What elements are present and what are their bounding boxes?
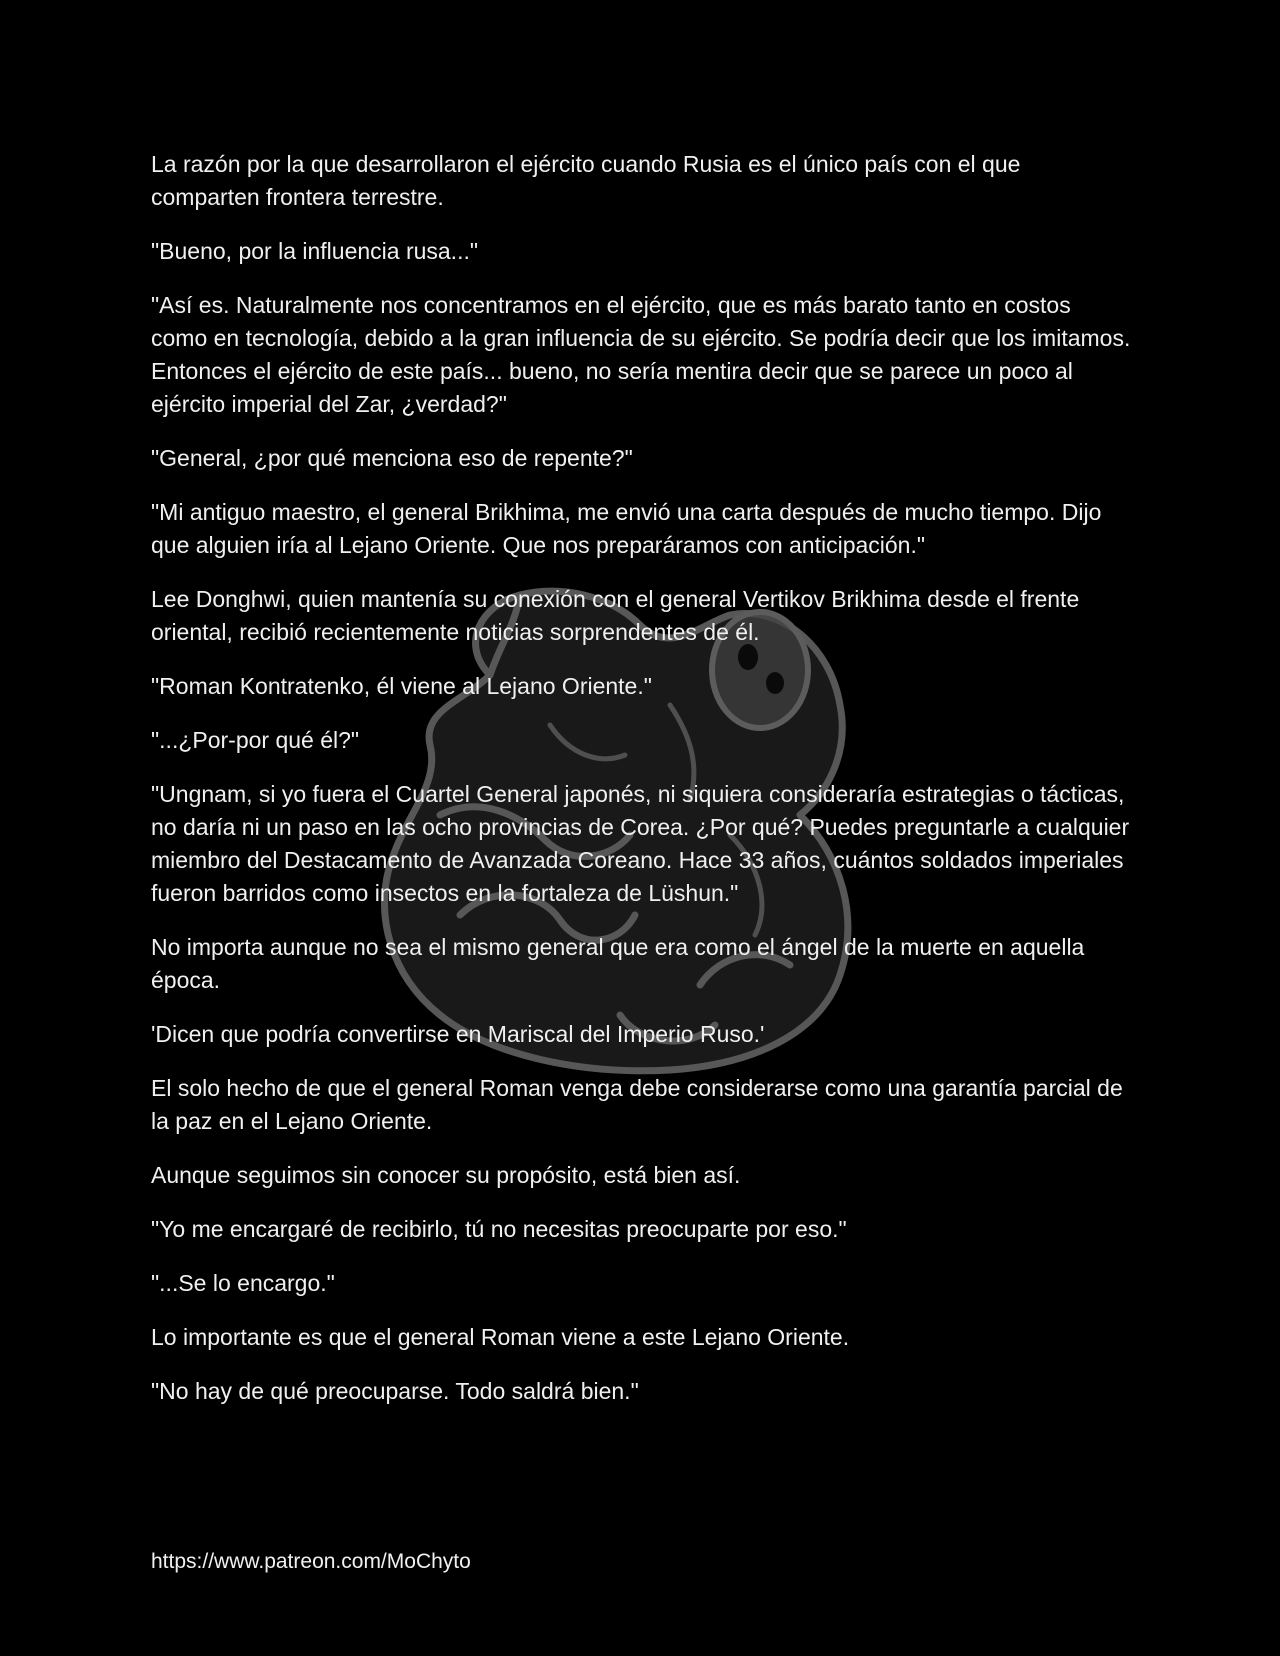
paragraph: La razón por la que desarrollaron el ejército cuando Rusia es el único país con el que comparten frontera terrestre.: [151, 151, 1021, 210]
paragraph: "Bueno, por la influencia rusa...": [151, 238, 479, 264]
paragraph: "Yo me encargaré de recibirlo, tú no necesitas preocuparte por eso.": [151, 1216, 847, 1242]
paragraph: "No hay de qué preocuparse. Todo saldrá bien.": [151, 1378, 639, 1404]
paragraph: "Ungnam, si yo fuera el Cuartel General japonés, ni siquiera consideraría estrategias o tácticas, no daría ni un paso en las ocho provincias de Corea. ¿Por qué? Puedes preguntarle a cualquier miembro del Destacamento de Avanzada Coreano. Hace 33 años, cuántos soldados imperiales fueron barridos como insectos en la fortaleza de Lüshun.": [151, 781, 1130, 906]
paragraph: Lee Donghwi, quien mantenía su conexión con el general Vertikov Brikhima desde el frente oriental, recibió recientemente noticias sorprendentes de él.: [151, 586, 1080, 645]
paragraph: Lo importante es que el general Roman viene a este Lejano Oriente.: [151, 1324, 850, 1350]
paragraph: "...Se lo encargo.": [151, 1270, 335, 1296]
paragraph: El solo hecho de que el general Roman venga debe considerarse como una garantía parcial de la paz en el Lejano Oriente.: [151, 1075, 1123, 1134]
paragraph: Aunque seguimos sin conocer su propósito, está bien así.: [151, 1162, 741, 1188]
chapter-text: [151, 148, 1131, 1429]
paragraph: 'Dicen que podría convertirse en Mariscal del Imperio Ruso.': [151, 1021, 765, 1047]
paragraph: "Mi antiguo maestro, el general Brikhima, me envió una carta después de mucho tiempo. Dijo que alguien iría al Lejano Oriente. Que nos preparáramos con anticipación.": [151, 499, 1102, 558]
paragraph: No importa aunque no sea el mismo general que era como el ángel de la muerte en aquella época.: [151, 934, 1085, 993]
paragraph: "Roman Kontratenko, él viene al Lejano Oriente.": [151, 673, 652, 699]
patreon-link[interactable]: https://www.patreon.com/MoChyto: [151, 1550, 471, 1573]
paragraph: "General, ¿por qué menciona eso de repente?": [151, 445, 633, 471]
paragraph: "Así es. Naturalmente nos concentramos en el ejército, que es más barato tanto en costos como en tecnología, debido a la gran influencia de su ejército. Se podría decir que los imitamos. Entonces el ejército de este país... bueno, no sería mentira decir que se parece un poco al ejército imperial del Zar, ¿verdad?": [151, 292, 1131, 417]
paragraph: "...¿Por-por qué él?": [151, 727, 360, 753]
